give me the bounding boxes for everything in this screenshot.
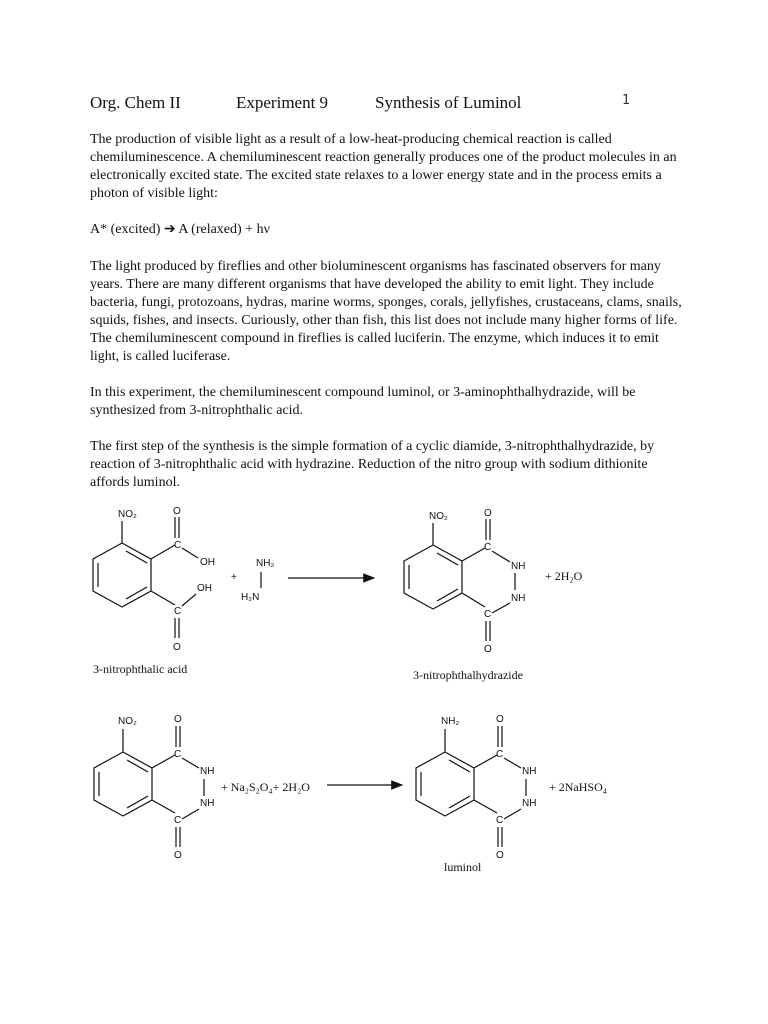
nh-label: NH — [511, 593, 526, 604]
intermediate-name: 3-nitrophthalhydrazide — [413, 668, 523, 682]
nh-label: NH — [200, 766, 215, 777]
oxygen-label: O — [174, 850, 182, 861]
oxygen-label: O — [173, 642, 181, 653]
nh2-label: NH₂ — [256, 558, 275, 569]
oxygen-label: O — [496, 714, 504, 725]
no2-label: NO₂ — [429, 511, 448, 522]
reactant-name: 3-nitrophthalic acid — [93, 662, 188, 676]
oxygen-label: O — [484, 644, 492, 655]
hydroxyl-label: OH — [197, 583, 212, 594]
oxygen-label: O — [496, 850, 504, 861]
nh-label: NH — [522, 766, 537, 777]
no2-label: NO₂ — [118, 716, 137, 727]
carbon-label: C — [174, 540, 182, 551]
nitrophthalhydrazide-structure — [404, 508, 525, 655]
synthesis-paragraph: The first step of the synthesis is the simple formation of a cyclic diamide, 3-nitrophthalhydrazide, by reaction of 3-nitrophthalic acid with hydrazine. Reduction of the nitro group with sodium dithionite affords luminol. — [90, 439, 655, 490]
plus-sign: + — [231, 572, 237, 583]
oxygen-label: O — [484, 508, 492, 519]
carbon-label: C — [484, 609, 492, 620]
experiment-paragraph: In this experiment, the chemiluminescent compound luminol, or 3-aminophthalhydrazide, will be synthesized from 3-nitrophthalic acid. — [90, 385, 636, 418]
hydrazine-structure — [241, 558, 274, 603]
carbon-label: C — [496, 749, 504, 760]
water-byproduct: + 2H₂O — [545, 569, 583, 583]
nh-label: NH — [511, 561, 526, 572]
page-title: Synthesis of Luminol — [375, 93, 522, 112]
no2-label: NO₂ — [118, 509, 137, 520]
carbon-label: C — [484, 542, 492, 553]
reducing-reagents: + Na₂S₂O₄+ 2H₂O — [221, 780, 310, 794]
experiment-number: Experiment 9 — [236, 93, 329, 112]
carbon-label: C — [174, 749, 182, 760]
intro-paragraph: The production of visible light as a result of a low-heat-producing chemical reaction is called chemiluminescence. A chemiluminescent reaction generally produces one of the product molecules in an electronically excited state. The excited state relaxes to a lower energy state and in the process emits a photon of visible light: — [90, 132, 677, 201]
oxygen-label: O — [173, 506, 181, 517]
page-number: 1 — [622, 93, 630, 108]
luminol-name: luminol — [444, 860, 482, 874]
h2n-label: H₂N — [241, 592, 260, 603]
sulfate-byproduct: + 2NaHSO₄ — [549, 780, 607, 794]
bioluminescence-paragraph: The light produced by fireflies and other bioluminescent organisms has fascinated observers for many years. There are many different organisms that have developed the ability to emit light. They include bacteria, fungi, protozoans, hydras, marine worms, sponges, corals, jellyfishes, crustaceans, clams, snails, squids, fishes, and insects. Curiously, other than fish, this list does not include many higher forms of life. The chemiluminescent compound in fireflies is called luciferin. The enzyme, which induces it to emit light, is called luciferase. — [90, 259, 682, 364]
carbon-label: C — [174, 815, 182, 826]
nh-label: NH — [200, 798, 215, 809]
nitrophthalhydrazide-reactant-structure — [94, 714, 214, 861]
luminol-structure — [416, 714, 536, 861]
carbon-label: C — [174, 606, 182, 617]
hydroxyl-label: OH — [200, 557, 215, 568]
carbon-label: C — [496, 815, 504, 826]
excitation-equation: A* (excited) ➔ A (relaxed) + hν — [90, 222, 270, 237]
oxygen-label: O — [174, 714, 182, 725]
nitrophthalic-acid-structure — [93, 506, 215, 653]
course-name: Org. Chem II — [90, 93, 181, 112]
nh-label: NH — [522, 798, 537, 809]
nh2-label: NH₂ — [441, 716, 460, 727]
